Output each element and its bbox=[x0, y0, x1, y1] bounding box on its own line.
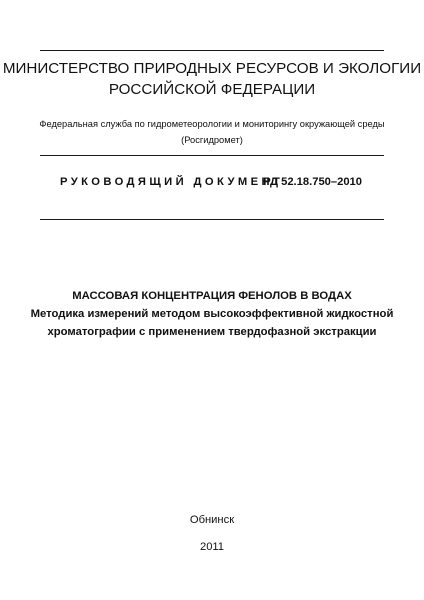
title-line-3: хроматографии с применением твердофазной экстракции bbox=[47, 326, 377, 338]
document-type: РУКОВОДЯЩИЙ ДОКУМЕНТ bbox=[60, 176, 284, 188]
service-line-2: (Росгидромет) bbox=[181, 135, 243, 145]
ministry-line-1: МИНИСТЕРСТВО ПРИРОДНЫХ РЕСУРСОВ И ЭКОЛОГИИ bbox=[2, 60, 422, 77]
service-line-1: Федеральная служба по гидрометеорологии и мониторингу окружающей среды bbox=[39, 119, 385, 129]
title-line-1: МАССОВАЯ КОНЦЕНТРАЦИЯ ФЕНОЛОВ В ВОДАХ bbox=[72, 290, 352, 302]
ministry-name bbox=[0, 58, 424, 100]
lower-divider bbox=[40, 219, 384, 220]
document-designation bbox=[0, 176, 424, 196]
document-number: РД 52.18.750–2010 bbox=[263, 176, 362, 188]
publication-year: 2011 bbox=[199, 541, 225, 553]
top-divider bbox=[40, 50, 384, 51]
document-title bbox=[0, 287, 424, 341]
title-line-2: Методика измерений методом высокоэффективной жидкостной bbox=[30, 308, 394, 320]
publication-city: Обнинск bbox=[189, 514, 235, 526]
ministry-line-2: РОССИЙСКОЙ ФЕДЕРАЦИИ bbox=[108, 81, 316, 98]
middle-divider bbox=[40, 155, 384, 156]
service-name bbox=[0, 116, 424, 148]
